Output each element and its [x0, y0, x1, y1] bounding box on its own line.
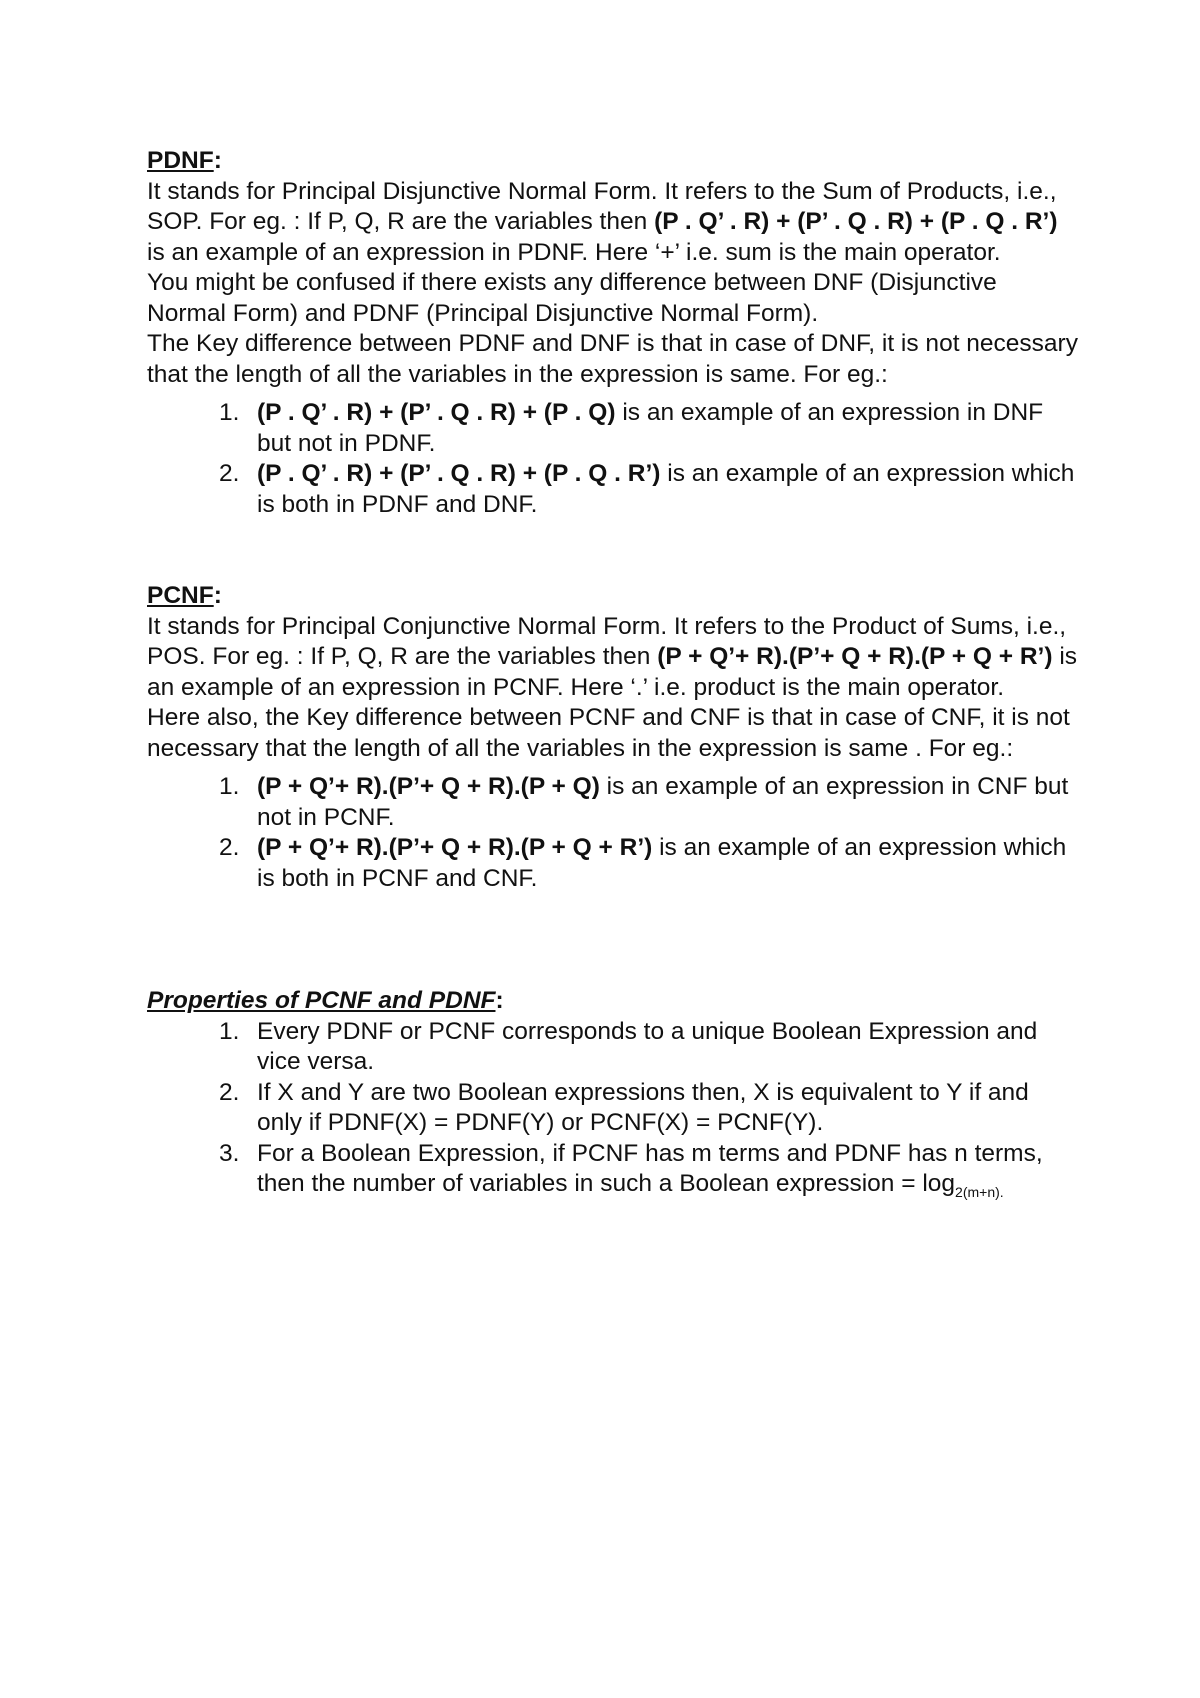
log-term: log	[922, 1170, 956, 1197]
pcnf-heading	[147, 581, 1080, 612]
pcnf-intro-expression: (P + Q’+ R).(P’+ Q + R).(P + Q + R’)	[657, 643, 1053, 670]
list-item	[219, 1078, 1080, 1139]
log-subscript: 2(m+n).	[955, 1184, 1004, 1200]
properties-heading-colon: :	[495, 987, 504, 1014]
pdnf-intro-expression: (P . Q’ . R) + (P’ . Q . R) + (P . Q . R’)	[654, 208, 1058, 235]
list-item	[219, 398, 1080, 459]
pdnf-intro-paragraph	[147, 177, 1080, 269]
list-item	[219, 1017, 1080, 1078]
example-text: is an example of an expression which is both in PCNF and CNF.	[257, 834, 1067, 892]
pdnf-heading-text: PDNF	[147, 147, 214, 174]
list-item	[219, 1139, 1080, 1200]
pdnf-intro-text-2: is an example of an expression in PDNF. Here ‘+’ i.e. sum is the main operator.	[147, 238, 1001, 266]
pdnf-heading-colon: :	[213, 147, 222, 174]
list-number: 3.	[219, 1139, 240, 1167]
pdnf-difference-paragraph: The Key difference between PDNF and DNF is that in case of DNF, it is not necessary that the length of all the variables in the expression is same. For eg.:	[147, 330, 1078, 388]
list-number: 1.	[219, 773, 240, 800]
property-text: For a Boolean Expression, if PCNF has m terms and PDNF has n terms, then the number of variables in such a Boolean expression =	[257, 1139, 1043, 1197]
example-expression: (P + Q’+ R).(P’+ Q + R).(P + Q + R’)	[257, 834, 653, 861]
list-item	[219, 833, 1080, 894]
pdnf-section	[147, 146, 1080, 520]
property-text: If X and Y are two Boolean expressions then, X is equivalent to Y if and only if PDNF(X) = PDNF(Y) or PCNF(X) = PCNF(Y).	[257, 1078, 1029, 1136]
property-text: Every PDNF or PCNF corresponds to a unique Boolean Expression and vice versa.	[257, 1017, 1038, 1075]
pdnf-examples-list	[147, 398, 1080, 520]
pcnf-section	[147, 581, 1080, 894]
pdnf-intro-text-1: It stands for Principal Disjunctive Normal Form. It refers to the Sum of Products, i.e., SOP. For eg. : If P, Q, R are the variables then	[147, 177, 1057, 235]
properties-section	[147, 986, 1080, 1200]
pcnf-intro-text-2: is an example of an expression in PCNF. Here ‘.’ i.e. product is the main operator.	[147, 643, 1078, 701]
list-item	[219, 459, 1080, 520]
pdnf-confusion-paragraph: You might be confused if there exists any difference between DNF (Disjunctive Normal Form) and PDNF (Principal Disjunctive Normal Form).	[147, 269, 997, 327]
list-number: 1.	[219, 1017, 240, 1045]
list-item	[219, 772, 1080, 833]
pdnf-heading	[147, 146, 1080, 177]
example-text: is an example of an expression which is both in PDNF and DNF.	[257, 460, 1075, 518]
properties-heading-text: Properties of PCNF and PDNF	[147, 987, 496, 1014]
list-number: 1.	[219, 399, 240, 426]
pcnf-examples-list	[147, 772, 1080, 894]
properties-heading	[147, 986, 1080, 1017]
pcnf-heading-colon: :	[213, 582, 222, 609]
list-number: 2.	[219, 460, 240, 487]
pcnf-difference-paragraph: Here also, the Key difference between PCNF and CNF is that in case of CNF, it is not necessary that the length of all the variables in the expression is same . For eg.:	[147, 704, 1070, 762]
example-expression: (P . Q’ . R) + (P’ . Q . R) + (P . Q)	[257, 399, 616, 426]
list-number: 2.	[219, 834, 240, 861]
example-expression: (P . Q’ . R) + (P’ . Q . R) + (P . Q . R’)	[257, 460, 661, 487]
example-text: is an example of an expression in DNF but not in PDNF.	[257, 399, 1044, 457]
pcnf-intro-text-1: It stands for Principal Conjunctive Normal Form. It refers to the Product of Sums, i.e., POS. For eg. : If P, Q, R are the variables then	[147, 612, 1067, 670]
pcnf-intro-paragraph	[147, 612, 1080, 704]
example-text: is an example of an expression in CNF but not in PCNF.	[257, 773, 1069, 831]
example-expression: (P + Q’+ R).(P’+ Q + R).(P + Q)	[257, 773, 600, 800]
properties-list	[147, 1017, 1080, 1200]
section-spacer	[147, 520, 1080, 581]
list-number: 2.	[219, 1078, 240, 1106]
section-spacer	[147, 894, 1080, 986]
pcnf-heading-text: PCNF	[147, 582, 214, 609]
